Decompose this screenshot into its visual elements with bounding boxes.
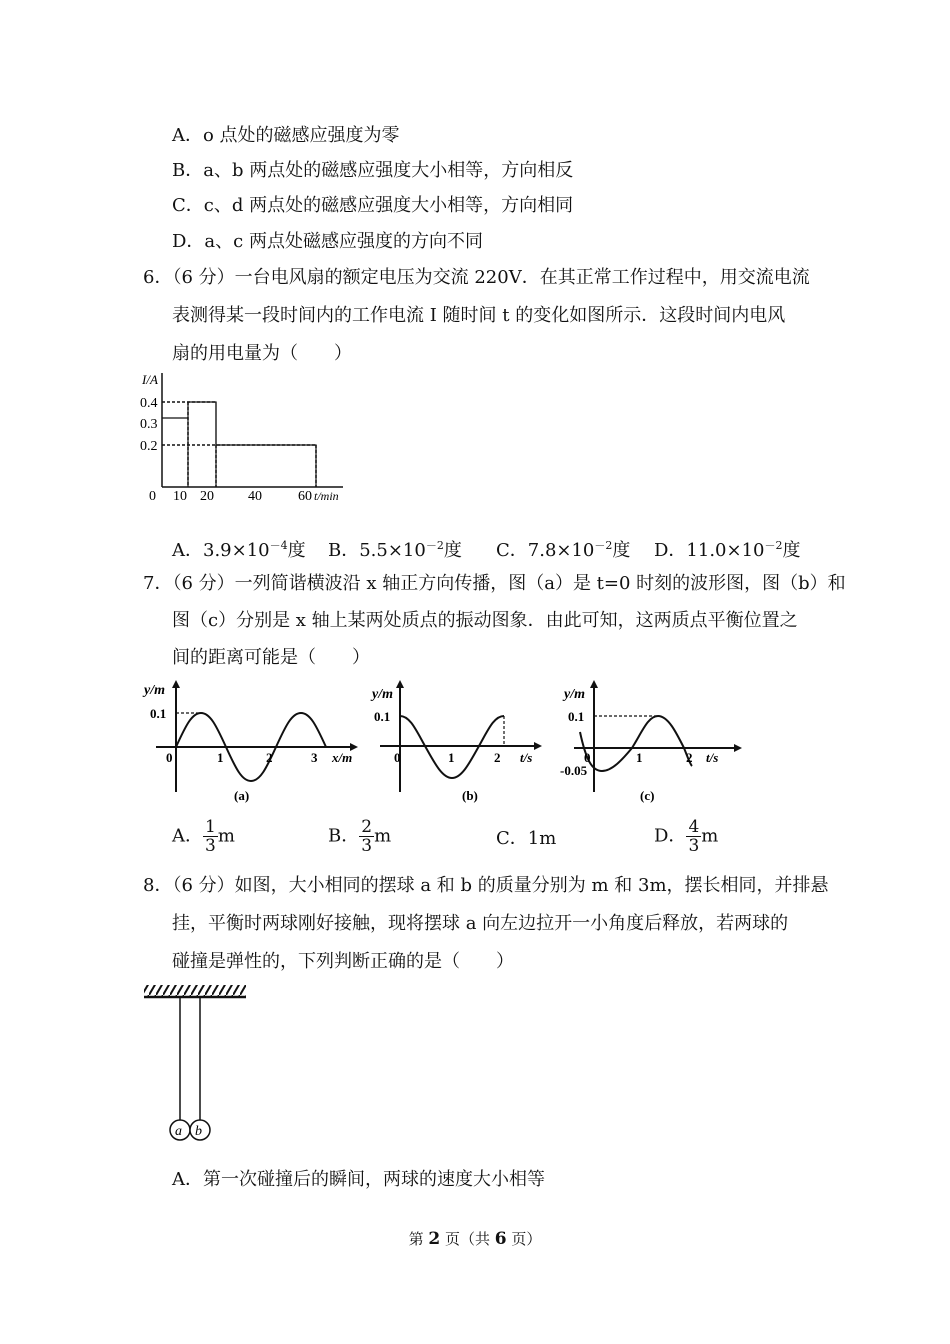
q8-text-line1: 8．（6 分）如图，大小相同的摆球 a 和 b 的质量分别为 m 和 3m，摆长相同，并排悬 [143,875,829,896]
q7-b-y-tick: 0.1 [374,709,391,724]
q6-y-tick: 0.3 [140,417,158,432]
q7-a-x-tick: 1 [217,750,224,765]
q7-b-x-tick: 0 [394,750,401,765]
q7-b-y-label: y/m [372,687,393,702]
ball-b-label: b [195,1124,202,1139]
q5-option-d: D．a、c 两点处磁感应强度的方向不同 [172,231,483,252]
q7-figure-b-vibration [370,680,550,805]
q7-c-caption: (c) [640,788,655,803]
q6-x-tick: 40 [248,489,262,504]
q7-b-caption: (b) [462,788,478,803]
q7-b-x-label: t/s [520,750,533,765]
q6-y-tick: 0.2 [140,439,158,454]
q7-option-b: B． $\frac{2}{3}$ m [328,817,392,856]
q7-a-x-tick: 0 [166,750,173,765]
q7-c-x-tick: 2 [686,750,693,765]
q7-text-line2: 图（c）分别是 x 轴上某两处质点的振动图象．由此可知，这两质点平衡位置之 [172,610,798,631]
q7-a-x-tick: 2 [266,750,273,765]
q6-y-tick: 0.4 [140,396,158,411]
q7-option-c: C．1m [496,828,557,849]
q7-figure-a-waveform [142,680,367,805]
q7-a-x-tick: 3 [311,750,318,765]
q7-a-y-tick: 0.1 [150,706,167,721]
q7-figure-c-vibration [560,680,745,805]
q6-x-tick: 60 [298,489,312,504]
q7-c-x-label: t/s [706,750,719,765]
q5-option-c: C．c、d 两点处的磁感应强度大小相等，方向相同 [172,195,574,216]
q8-text-line2: 挂，平衡时两球刚好接触，现将摆球 a 向左边拉开一小角度后释放，若两球的 [172,913,789,934]
q6-x-tick: 0 [149,489,156,504]
q8-pendulum-figure [142,983,252,1145]
q6-current-time-graph [138,370,353,505]
q7-option-d: D． $\frac{4}{3}$ m [654,817,719,856]
q7-option-a: A． $\frac{1}{3}$ m [172,817,235,856]
q6-option-a: A．$3.9\times 10^{-4}$度 [172,539,306,561]
q7-a-x-label: x/m [332,750,353,765]
q6-option-b: B．$5.5\times 10^{-2}$度 [328,539,462,561]
q6-x-label: t/min [314,489,339,503]
q7-a-caption: (a) [234,788,250,803]
q7-text-line1: 7．（6 分）一列简谐横波沿 x 轴正方向传播，图（a）是 t=0 时刻的波形图，图（b）和 [143,573,846,594]
page-footer: 第 2 页（共 6 页） [408,1229,542,1249]
q6-text-line3: 扇的用电量为（ ） [172,343,352,364]
q7-text-line3: 间的距离可能是（ ） [172,647,370,668]
q5-option-a: A．o 点处的磁感应强度为零 [172,125,400,146]
q6-x-tick: 20 [200,489,214,504]
ceiling-hatch [144,985,246,997]
q7-a-y-label: y/m [144,683,165,698]
q7-c-x-tick: 1 [636,750,643,765]
q6-text-line2: 表测得某一段时间内的工作电流 I 随时间 t 的变化如图所示．这段时间内电风 [172,305,786,326]
q7-c-x-tick: 0 [584,750,591,765]
q6-option-d: D．$11.0\times 10^{-2}$度 [654,539,801,561]
q6-text-line1: 6．（6 分）一台电风扇的额定电压为交流 220V．在其正常工作过程中，用交流电流 [143,267,810,288]
q7-c-y-label: y/m [564,687,585,702]
q5-option-b: B．a、b 两点处的磁感应强度大小相等，方向相反 [172,160,574,181]
q8-option-a: A．第一次碰撞后的瞬间，两球的速度大小相等 [172,1169,545,1190]
q6-x-tick: 10 [173,489,187,504]
q7-b-x-tick: 2 [494,750,501,765]
q7-c-y-tick: 0.1 [568,709,585,724]
q7-c-y-tick: -0.05 [560,763,588,778]
q6-option-c: C．$7.8\times 10^{-2}$度 [496,539,631,561]
q7-b-x-tick: 1 [448,750,455,765]
ball-a-label: a [175,1124,182,1139]
q8-text-line3: 碰撞是弹性的，下列判断正确的是（ ） [172,951,514,972]
q6-y-label: I/A [142,372,158,387]
